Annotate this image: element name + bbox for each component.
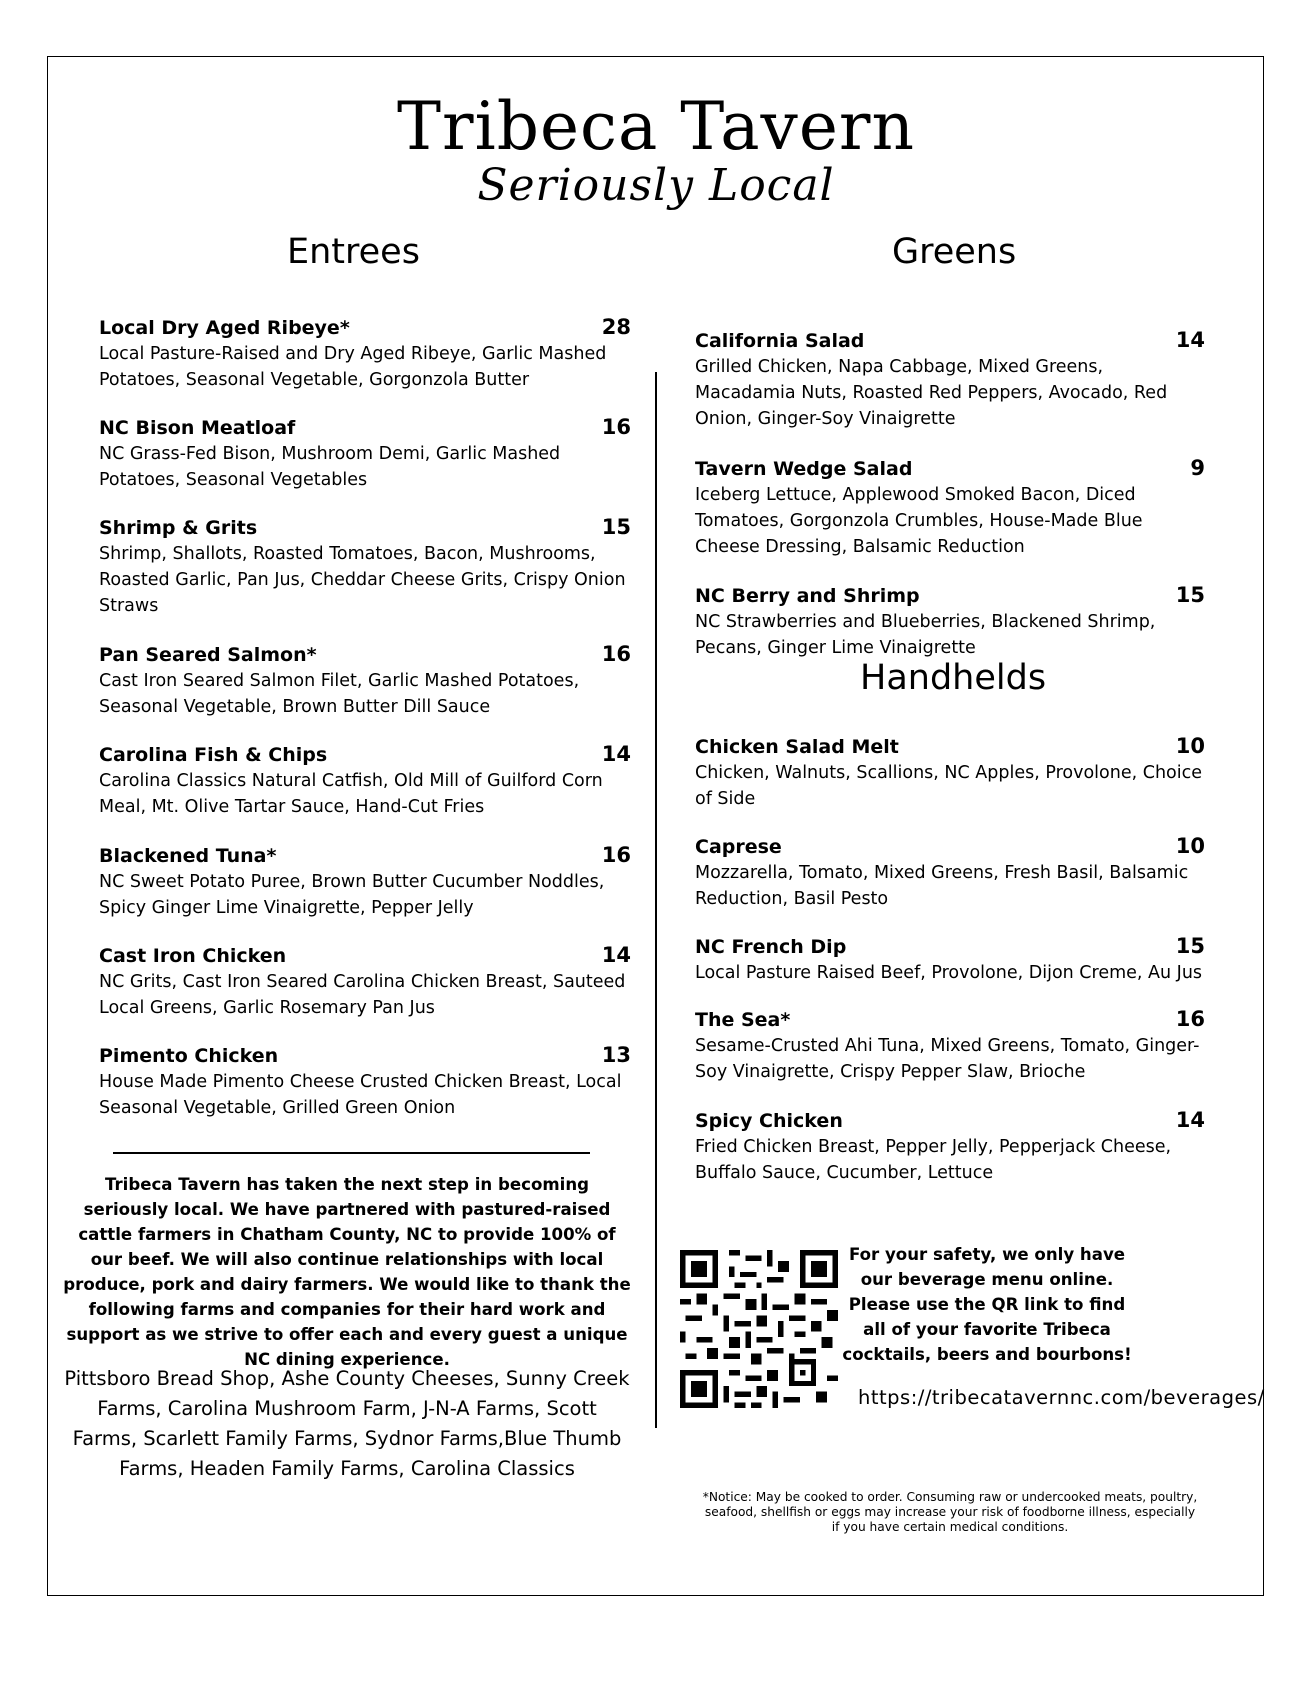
item-name: Shrimp & Grits: [99, 517, 258, 539]
item-description: Carolina Classics Natural Catfish, Old Mill of Guilford Corn Meal, Mt. Olive Tartar Sauce, Hand-Cut Fries: [99, 771, 603, 817]
item-description: NC Grits, Cast Iron Seared Carolina Chicken Breast, Sauteed Local Greens, Garlic Rosemary Pan Jus: [99, 972, 626, 1018]
beverage-menu-link[interactable]: https://tribecatavernnc.com/beverages/: [858, 1386, 1265, 1409]
item-name: Cast Iron Chicken: [99, 945, 287, 967]
menu-item: [695, 583, 1205, 661]
item-price: 14: [601, 943, 631, 967]
item-name: Pimento Chicken: [99, 1045, 279, 1067]
item-name: Chicken Salad Melt: [695, 736, 899, 758]
item-price: 10: [1175, 734, 1205, 758]
item-price: 15: [601, 515, 631, 539]
item-price: 28: [601, 315, 631, 339]
item-price: 16: [1175, 1007, 1205, 1031]
item-name: NC Bison Meatloaf: [99, 417, 296, 439]
item-name: Pan Seared Salmon*: [99, 644, 317, 666]
beverage-qr-code-icon[interactable]: [680, 1250, 838, 1408]
item-description: Mozzarella, Tomato, Mixed Greens, Fresh Basil, Balsamic Reduction, Basil Pesto: [695, 863, 1189, 909]
item-price: 9: [1190, 456, 1205, 480]
item-price: 16: [601, 415, 631, 439]
item-description: Grilled Chicken, Napa Cabbage, Mixed Greens, Macadamia Nuts, Roasted Red Peppers, Avocado, Red Onion, Ginger-Soy Vinaigrette: [695, 357, 1168, 429]
item-description: Shrimp, Shallots, Roasted Tomatoes, Bacon, Mushrooms, Roasted Garlic, Pan Jus, Cheddar Cheese Grits, Crispy Onion Straws: [99, 544, 626, 616]
greens-heading: Greens: [892, 232, 1017, 272]
item-description: Chicken, Walnuts, Scallions, NC Apples, Provolone, Choice of Side: [695, 763, 1203, 809]
menu-item: [99, 642, 631, 720]
item-price: 16: [601, 642, 631, 666]
handhelds-heading: Handhelds: [860, 658, 1047, 698]
item-price: 15: [1175, 583, 1205, 607]
item-description: Iceberg Lettuce, Applewood Smoked Bacon, Diced Tomatoes, Gorgonzola Crumbles, House-Made Blue Cheese Dressing, Balsamic Reduction: [695, 485, 1143, 557]
menu-item: [695, 456, 1205, 560]
entrees-heading: Entrees: [287, 232, 420, 272]
item-price: 13: [601, 1043, 631, 1067]
item-description: House Made Pimento Cheese Crusted Chicken Breast, Local Seasonal Vegetable, Grilled Green Onion: [99, 1072, 622, 1118]
menu-item: [99, 1043, 631, 1121]
menu-item: [99, 742, 631, 820]
horizontal-divider: [113, 1152, 590, 1154]
item-description: NC Strawberries and Blueberries, Blackened Shrimp, Pecans, Ginger Lime Vinaigrette: [695, 612, 1156, 658]
item-name: Spicy Chicken: [695, 1110, 843, 1132]
menu-item: [695, 1007, 1205, 1085]
menu-item: [99, 943, 631, 1021]
item-description: Sesame-Crusted Ahi Tuna, Mixed Greens, Tomato, Ginger-Soy Vinaigrette, Crispy Pepper Slaw, Brioche: [695, 1036, 1200, 1082]
menu-item: [99, 515, 631, 619]
menu-item: [99, 415, 631, 493]
item-name: NC French Dip: [695, 936, 847, 958]
menu-item: [695, 934, 1205, 986]
menu-item: [99, 315, 631, 393]
item-price: 15: [1175, 934, 1205, 958]
item-name: NC Berry and Shrimp: [695, 585, 920, 607]
item-price: 10: [1175, 834, 1205, 858]
restaurant-tagline: Seriously Local: [477, 160, 835, 211]
menu-item: [695, 834, 1205, 912]
local-sourcing-statement: Tribeca Tavern has taken the next step in becoming seriously local. We have partnered with pastured-raised cattle farmers in Chatham County, NC to provide 100% of our beef. We will also continue relationships with local produce, pork and dairy farmers. We would like to thank the following farms and companies for their hard work and support as we strive to offer each and every guest a unique NC dining experience.: [63, 1175, 631, 1369]
item-price: 14: [601, 742, 631, 766]
item-description: Fried Chicken Breast, Pepper Jelly, Pepperjack Cheese, Buffalo Sauce, Cucumber, Lettuce: [695, 1137, 1172, 1183]
item-name: California Salad: [695, 330, 865, 352]
item-name: Carolina Fish & Chips: [99, 744, 328, 766]
item-price: 14: [1175, 1108, 1205, 1132]
beverage-menu-note: For your safety, we only have our beverage menu online. Please use the QR link to find all of your favorite Tribeca cocktails, beers and bourbons!: [842, 1245, 1132, 1364]
item-description: Local Pasture Raised Beef, Provolone, Dijon Creme, Au Jus: [695, 963, 1203, 983]
restaurant-title: Tribeca Tavern: [397, 88, 915, 165]
item-name: Caprese: [695, 836, 782, 858]
food-safety-notice: *Notice: May be cooked to order. Consuming raw or undercooked meats, poultry, seafood, shellfish or eggs may increase your risk of foodborne illness, especially if you have certain medical conditions.: [702, 1490, 1198, 1534]
item-description: Cast Iron Seared Salmon Filet, Garlic Mashed Potatoes, Seasonal Vegetable, Brown Butter Dill Sauce: [99, 671, 580, 717]
column-divider: [655, 372, 657, 1428]
item-description: NC Grass-Fed Bison, Mushroom Demi, Garlic Mashed Potatoes, Seasonal Vegetables: [99, 444, 561, 490]
menu-item: [695, 328, 1205, 432]
item-description: NC Sweet Potato Puree, Brown Butter Cucumber Noddles, Spicy Ginger Lime Vinaigrette, Pepper Jelly: [99, 872, 605, 918]
menu-item: [695, 734, 1205, 812]
item-name: Blackened Tuna*: [99, 845, 277, 867]
item-name: The Sea*: [695, 1009, 791, 1031]
item-name: Tavern Wedge Salad: [695, 458, 913, 480]
item-price: 16: [601, 843, 631, 867]
item-description: Local Pasture-Raised and Dry Aged Ribeye, Garlic Mashed Potatoes, Seasonal Vegetable, Gorgonzola Butter: [99, 344, 607, 390]
menu-item: [99, 843, 631, 921]
menu-item: [695, 1108, 1205, 1186]
partner-farms-list: Pittsboro Bread Shop, Ashe County Cheeses, Sunny Creek Farms, Carolina Mushroom Farm, J-N-A Farms, Scott Farms, Scarlett Family Farms, Sydnor Farms,Blue Thumb Farms, Headen Family Farms, Carolina Classics: [64, 1367, 630, 1480]
item-name: Local Dry Aged Ribeye*: [99, 317, 350, 339]
item-price: 14: [1175, 328, 1205, 352]
